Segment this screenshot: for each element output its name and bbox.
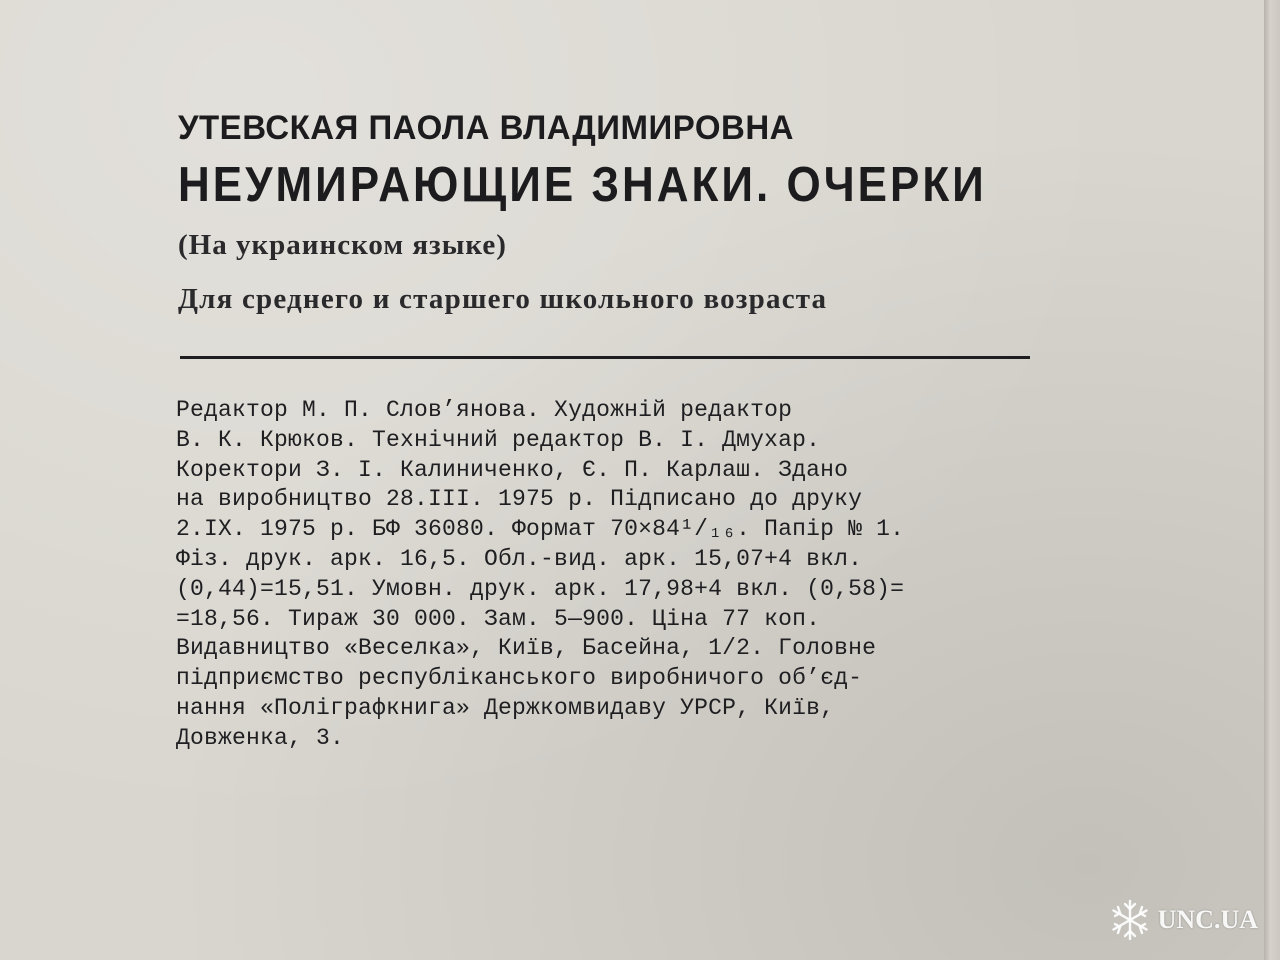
book-title: НЕУМИРАЮЩИЕ ЗНАКИ. ОЧЕРКИ [178, 157, 987, 213]
imprint-line: підприємство республіканського виробничого об’єд- [176, 665, 863, 692]
audience-note: Для среднего и старшего школьного возраста [178, 283, 828, 315]
imprint-line: 2.IX. 1975 р. БФ 36080. Формат 70×84¹/₁₆. Папір № 1. [176, 516, 905, 543]
imprint-line: на виробництво 28.III. 1975 р. Підписано до друку [176, 486, 863, 513]
imprint-line: =18,56. Тираж 30 000. Зам. 5—900. Ціна 77 коп. [176, 605, 821, 632]
language-note: (На украинском языке) [178, 229, 507, 261]
snowflake-icon [1108, 898, 1152, 942]
imprint-line: Видавництво «Веселка», Київ, Басейна, 1/2. Головне [176, 635, 877, 662]
watermark [1108, 898, 1258, 942]
watermark-text: UNC.UA [1157, 905, 1258, 934]
imprint-block [176, 396, 1056, 754]
imprint-line: В. К. Крюков. Технічний редактор В. І. Дмухар. [176, 426, 821, 453]
imprint-line: Коректори З. І. Калиниченко, Є. П. Карлаш. Здано [176, 456, 849, 483]
imprint-line: Редактор М. П. Слов’янова. Художній редактор [176, 397, 793, 423]
imprint-line: (0,44)=15,51. Умовн. друк. арк. 17,98+4 вкл. (0,58)= [176, 575, 905, 602]
author-name: УТЕВСКАЯ ПАОЛА ВЛАДИМИРОВНА [178, 107, 794, 147]
imprint-line: Фіз. друк. арк. 16,5. Обл.-вид. арк. 15,07+4 вкл. [176, 545, 863, 572]
imprint-line: Довженка, 3. [176, 724, 345, 751]
book-header [178, 98, 1058, 326]
page-edge [1264, 0, 1280, 960]
imprint-line: нання «Поліграфкнига» Держкомвидаву УРСР, Київ, [176, 694, 835, 721]
divider-rule [180, 356, 1030, 359]
